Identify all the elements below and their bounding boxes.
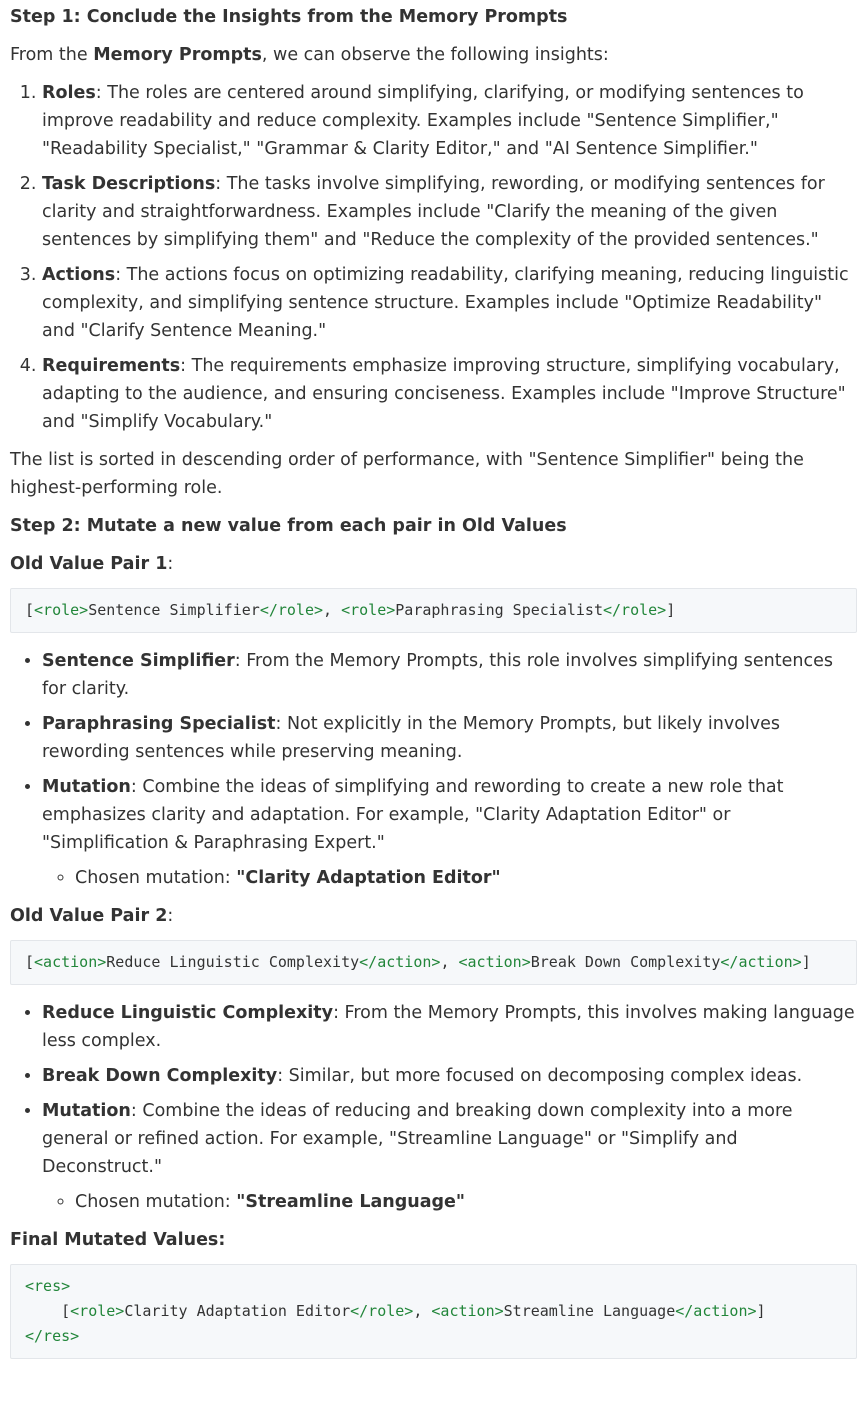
list-item: 4. Requirements: The requirements emphasize improving structure, simplifying vocabulary, adapting to the audience, and ensuring conciseness. Examples include "Improve Structure" and "Simplify Vocabulary."	[42, 352, 857, 436]
list-item: • Mutation: Combine the ideas of simplifying and rewording to create a new role that emphasizes clarity and adaptation. For example, "Clarity Adaptation Editor" or "Simplification & Paraphrasing Expert." ◦ Chosen mutation: "Clarity Adaptation Editor"	[42, 773, 857, 892]
chosen-mutation: ◦ Chosen mutation: "Streamline Language"	[75, 1188, 857, 1216]
list-item: • Paraphrasing Specialist: Not explicitly in the Memory Prompts, but likely involves rewording sentences while preserving meaning.	[42, 710, 857, 766]
chosen-mutation-list	[42, 1188, 857, 1216]
step1-summary: The list is sorted in descending order of performance, with "Sentence Simplifier" being the highest-performing role.	[10, 450, 804, 498]
step2-heading: Step 2: Mutate a new value from each pair in Old Values	[10, 516, 567, 536]
list-item: • Mutation: Combine the ideas of reducing and breaking down complexity into a more general or refined action. For example, "Streamline Language" or "Simplify and Deconstruct." ◦ Chosen mutation: "Streamline Language"	[42, 1097, 857, 1216]
list-item: 1. Roles: The roles are centered around simplifying, clarifying, or modifying sentences to improve readability and reduce complexity. Examples include "Sentence Simplifier," "Readability Specialist," "Grammar & Clarity Editor," and "AI Sentence Simplifier."	[42, 79, 857, 163]
chosen-mutation: ◦ Chosen mutation: "Clarity Adaptation Editor"	[75, 864, 857, 892]
insights-list	[10, 79, 857, 436]
list-item: • Break Down Complexity: Similar, but more focused on decomposing complex ideas.	[42, 1062, 857, 1090]
list-item: • Sentence Simplifier: From the Memory Prompts, this role involves simplifying sentences for clarity.	[42, 647, 857, 703]
chosen-mutation-list	[42, 864, 857, 892]
list-item: 3. Actions: The actions focus on optimizing readability, clarifying meaning, reducing linguistic complexity, and simplifying sentence structure. Examples include "Optimize Readability" and "Clarify Sentence Meaning."	[42, 261, 857, 345]
list-item: 2. Task Descriptions: The tasks involve simplifying, rewording, or modifying sentences for clarity and straightforwardness. Examples include "Clarify the meaning of the given sentences by simplifying them" and "Reduce the complexity of the provided sentences."	[42, 170, 857, 254]
pair1-heading: Old Value Pair 1:	[10, 554, 174, 574]
pair2-code-block: [<action>Reduce Linguistic Complexity</action>, <action>Break Down Complexity</action>]	[10, 940, 857, 985]
pair1-code-block: [<role>Sentence Simplifier</role>, <role>Paraphrasing Specialist</role>]	[10, 588, 857, 633]
list-item: • Reduce Linguistic Complexity: From the Memory Prompts, this involves making language less complex.	[42, 999, 857, 1055]
final-heading: Final Mutated Values:	[10, 1230, 226, 1250]
final-code-block: <res> [<role>Clarity Adaptation Editor</role>, <action>Streamline Language</action>] </res>	[10, 1264, 857, 1359]
step1-intro: From the Memory Prompts, we can observe the following insights:	[10, 45, 609, 65]
pair2-heading: Old Value Pair 2:	[10, 906, 174, 926]
step1-heading: Step 1: Conclude the Insights from the Memory Prompts	[10, 7, 568, 27]
pair2-list	[10, 999, 857, 1216]
pair1-list	[10, 647, 857, 892]
